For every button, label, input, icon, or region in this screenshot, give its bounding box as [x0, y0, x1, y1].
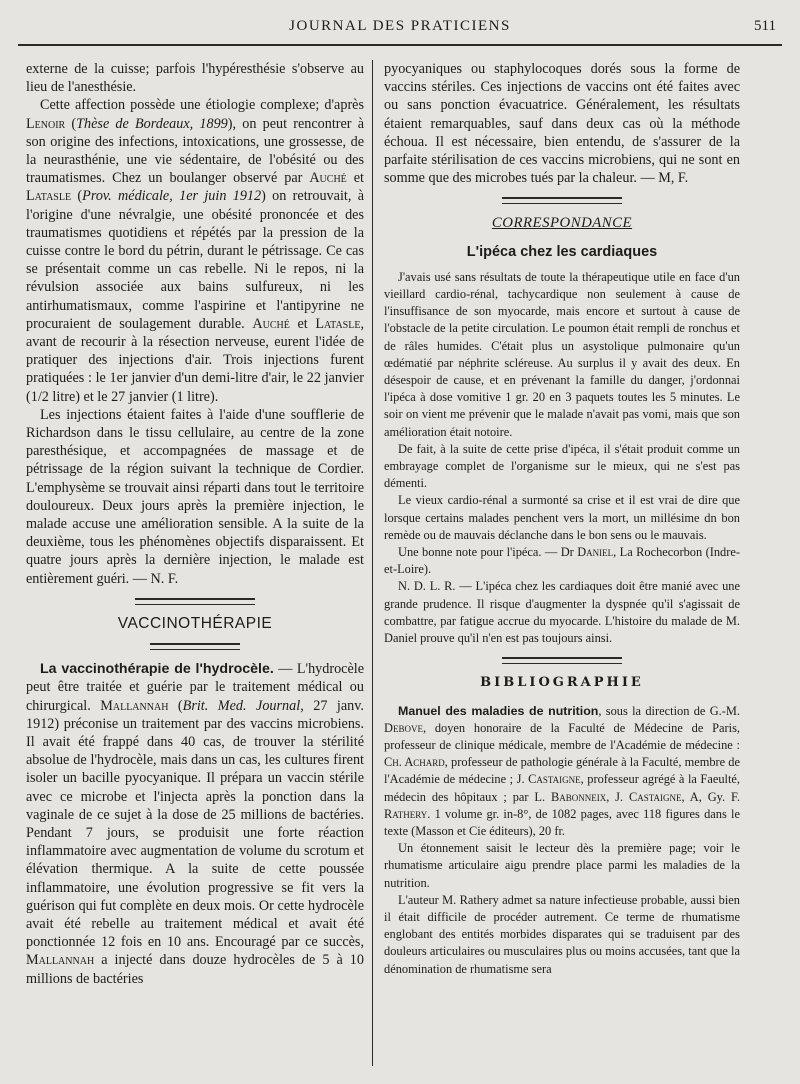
section-rule: [502, 657, 622, 664]
paragraph: [26, 60, 364, 96]
article-heading: La vaccinothérapie de l'hydrocèle.: [40, 661, 274, 678]
left-column: [26, 60, 364, 988]
section-rule: [150, 643, 240, 650]
author-name: Mallannah: [100, 697, 169, 714]
citation: Thèse de Bordeaux, 1899: [76, 115, 228, 132]
author-name: Mallannah: [26, 952, 95, 969]
text: Cette affection possède une étiologie complexe; d'après: [40, 97, 364, 114]
page-number: 511: [754, 18, 776, 34]
signature-line: [384, 544, 740, 578]
article-title: L'ipéca chez les cardiaques: [466, 243, 658, 260]
citation: Prov. médicale, 1er juin 1912: [82, 188, 262, 205]
paragraph: [384, 703, 740, 841]
text: (: [168, 697, 183, 714]
section-rule: [135, 598, 255, 605]
book-title: Manuel des maladies de nutrition: [398, 703, 599, 718]
text: Les injections étaient faites à l'aide d'une soufflerie de Richardson dans le tissu cellulaire, au centre de la zone paresthésique, et accompagnées de massage et de pétrissage de la région suivant la technique de Cordier. L'emphysème se trouvait ainsi réparti dans tout le territoire douloureux. Deux jours après la première injection, le malade accuse une amélioration sensible. A la suite de la deuxième, tous les phénomènes objectifs disparaissent. Et quatre jours après la dernière injection, le malade est entièrement guéri. — N. F.: [26, 406, 364, 587]
text: , 27 janv. 1912) préconise un traitement par des vaccins microbiens. Il avait été frappé dans 40 cas, de trouver la stérilité absolue de l'hydrocèle, mais dans un cas, les cultures firent isoler un bacille pyocyanique. Il prépara un vaccin stérile avec ce microbe et l'injecta après la ponction dans la vaginale de ce sujet à la dose de 25 millions de bactéries. Pendant 7 jours, se produisit une forte réaction inflammatoire avec augmentation de volume du scrotum et élévation thermique. A la suite de cette poussée inflammatoire, une évolution progressive se fit vers la guérison qui fut complète en deux mois. Or cette hydrocèle avait été rebelle au traitement médical et avait été ponctionnée 12 fois en 10 ans. Encouragé par ce succès,: [26, 697, 364, 951]
right-column: [384, 60, 740, 978]
paragraph: [26, 96, 364, 405]
author-name: Debove: [384, 720, 423, 735]
text: , professeur agrégé à la Faeulté, médecin des hôpitaux ; par L.: [384, 772, 740, 804]
author-name: Ch. Achard: [384, 755, 445, 770]
text: , La Rochecorbon (Indre-et-Loire).: [384, 545, 740, 577]
author-name: Rathery: [384, 806, 428, 821]
running-title: JOURNAL DES PRATICIENS: [289, 18, 511, 34]
author-name: Latasle: [315, 315, 361, 332]
text: , J.: [606, 789, 629, 804]
author-name: Castaigne: [528, 772, 581, 787]
paragraph: Le vieux cardio-rénal a surmonté sa crise et il est vrai de dire que lorsque certains malades penchent vers la mort, un millésime dn bon remède ou de mauvais déclanche dans le bon sens ou le mauvais.: [384, 493, 740, 542]
paragraph: [384, 60, 740, 187]
text: , avant de recourir à la résection nerveuse, eurent l'idée de pratiquer des injections d'air. Trois injections furent pratiquées : le 1er janvier d'un demi-litre d'air, le 22 janvier (1/2 litre) et le 27 janvier (1 litre).: [26, 315, 364, 405]
text: (: [65, 115, 77, 132]
author-name: Auché: [252, 315, 290, 332]
text: ) on retrouvait, à l'origine d'une névralgie, une obésité prononcée et des traumatismes quotidiens et répétés par la pression de la cuisse contre le bord du pétrin, durant le pétrissage. Ce cas se présentait comme un cas rebelle. Ni le repos, ni la révulsion associée aux bains sulfureux, ni les antirhumatismaux, comme l'aspirine et l'antipyrine ne procuraient de soulagement durable.: [26, 188, 365, 332]
paragraph: [26, 660, 364, 988]
text: , doyen honoraire de la Faculté de Médecine de Paris, professeur de clinique médicale, membre de l'Académie de médecine :: [384, 720, 740, 752]
text: pyocyaniques ou staphylocoques dorés sous la forme de vaccins stériles. Ces injections de vaccins ont été faites avec ou sans ponction évacuatrice. Généralement, les résultats étaient remarquables, sauf dans deux cas où la méthode échoua. Il est nécessaire, bien entendu, de s'assurer de la parfaite stérilisation de ces vaccins microbiens, qui ne sont en somme que des microbes tués par la chaleur. — M, F.: [384, 61, 740, 187]
text: ), on peut rencontrer à son origine des infections, intoxications, une grossesse, de la neurasthénie, une vie sédentaire, de l'obésité ou des traumatismes. Chez un boulanger observé par: [26, 115, 364, 187]
text: externe de la cuisse; parfois l'hypéresthésie s'observe au lieu de l'anesthésie.: [26, 61, 364, 96]
text: , professeur de pathologie générale à la Faculté, membre de l'Académie de médecine ; J.: [384, 755, 741, 787]
text: , A, Gy. F.: [681, 789, 740, 804]
paragraph: De fait, à la suite de cette prise d'ipéca, il s'était produit comme un embrayage complet de l'organisme sur le mieux, qui ne s'est pas démenti.: [384, 441, 740, 491]
text: et: [346, 170, 364, 187]
text: (: [71, 188, 83, 205]
section-title: VACCINOTHÉRAPIE: [117, 614, 273, 632]
paragraph: N. D. L. R. — L'ipéca chez les cardiaques doit être manié avec une grande prudence. Il risque d'augmenter la dyspnée qu'il s'agissait de combattre, par fatigue accrue du myocarde. L'histoire du malade de M. Daniel prouve qu'il n'en est pas toujours ainsi.: [384, 579, 740, 646]
text: a injecté dans douze hydrocèles de 5 à 10 millions de bactéries: [26, 952, 364, 987]
author-name: Latasle: [26, 188, 72, 205]
page-header: [18, 10, 782, 46]
author-name: Babonneix: [550, 789, 607, 804]
paragraph: L'auteur M. Rathery admet sa nature infectieuse probable, aussi bien il était difficile de procéder autrement. Ce terme de rhumatisme englobant des entités morbides disparates qui se traduisent par des douleurs articulaires ou musculaires plus ou moins accusées, tant que la dénomination de rhumatisme sera: [384, 892, 740, 976]
text: — L'hydrocèle peut être traitée et guérie par le traitement médical ou chirurgical.: [26, 661, 365, 714]
author-name: Daniel: [577, 545, 614, 560]
section-title: CORRESPONDANCE: [491, 215, 633, 232]
paragraph: [26, 406, 364, 588]
citation: Brit. Med. Journal: [182, 697, 301, 714]
author-name: Castaigne: [628, 789, 682, 804]
author-name: Auché: [309, 170, 347, 187]
author-name: Lenoir: [26, 115, 66, 132]
text: Une bonne note pour l'ipéca. — Dr: [398, 545, 578, 560]
text: , sous la direction de G.-M.: [598, 703, 740, 718]
section-title: BIBLIOGRAPHIE: [480, 675, 644, 691]
section-rule: [502, 197, 622, 204]
paragraph: J'avais usé sans résultats de toute la thérapeutique utile en face d'un vieillard cardio-rénal, tachycardique non seulement à cause de l'insuffisance de son myocarde, mais encore et surtout à cause de l'obstacle de la petite circulation. Le poumon était rempli de ronchus et de râles humides. C'était plus un asystolique pulmonaire qu'un œdématié par néphrite scléreuse. Au surplus il y avait des deux. En désespoir de cause, et en prévenant la famille du danger, j'ordonnai l'ipéca à dose vomitive 1 gr. 20 en 3 paquets toutes les 5 minutes. Le soir on vient me prévenir que le malade n'avait pas vomi, mais que son amélioration était notoire.: [384, 269, 740, 439]
text: . 1 volume gr. in-8°, de 1082 pages, avec 118 figures dans le texte (Masson et Cie éditeurs), 20 fr.: [384, 806, 740, 838]
column-divider: [372, 60, 373, 1066]
paragraph: Un étonnement saisit le lecteur dès la première page; voir le rhumatisme articulaire aigu prendre place parmi les maladies de la nutrition.: [384, 841, 740, 890]
text: et: [289, 315, 316, 332]
